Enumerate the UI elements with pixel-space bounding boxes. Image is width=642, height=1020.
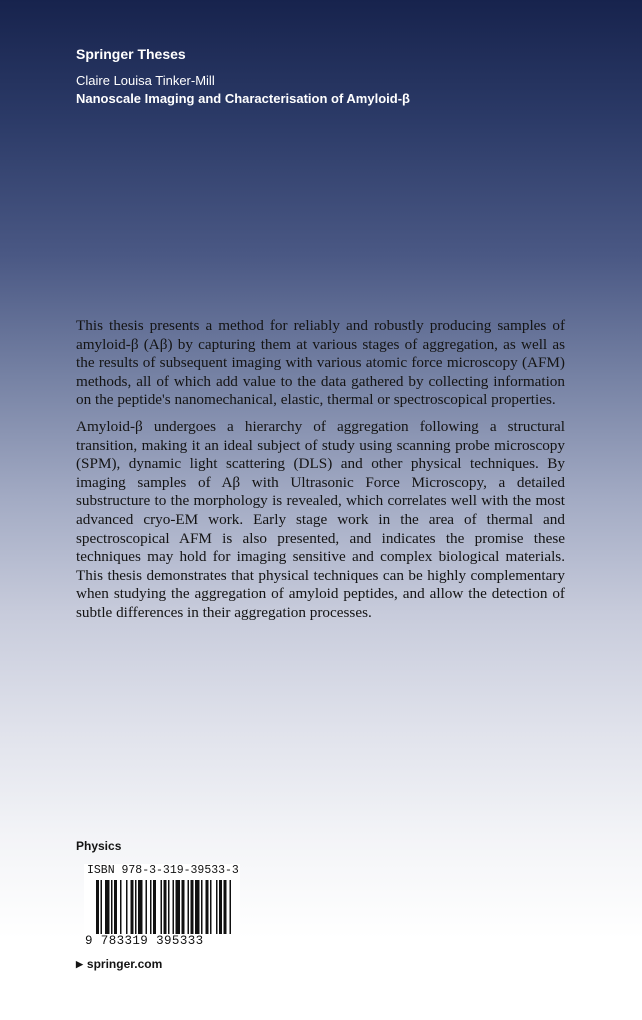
isbn-number: ISBN 978-3-319-39533-3	[87, 864, 239, 877]
back-cover-blurb	[76, 317, 565, 631]
barcode-digits: 9 783319 395333	[85, 934, 204, 948]
arrow-right-icon: ▶	[76, 958, 83, 969]
subject-label: Physics	[76, 839, 122, 853]
publisher-website: springer.com	[86, 957, 163, 971]
book-title: Nanoscale Imaging and Characterisation of Amyloid-β	[76, 91, 410, 106]
isbn-barcode	[84, 864, 240, 952]
publisher-link[interactable]	[76, 957, 162, 971]
blurb-paragraph: This thesis presents a method for reliably and robustly producing samples of amyloid-β (Aβ) by capturing them at various stages of aggregation, as well as the results of subsequent imaging with various atomic force microscopy (AFM) methods, all of which add value to the data gathered by collecting information on the peptide's nanomechanical, elastic, thermal or spectroscopical properties.	[76, 317, 565, 409]
blurb-paragraph: Amyloid-β undergoes a hierarchy of aggregation following a structural transition, making it an ideal subject of study using scanning probe microscopy (SPM), dynamic light scattering (DLS) and other physical techniques. By imaging samples of Aβ with Ultrasonic Force Microscopy, a detailed substructure to the morphology is revealed, which correlates well with the most advanced cryo-EM work. Early stage work in the area of thermal and spectroscopical AFM is also presented, and indicates the promise these techniques may hold for imaging sensitive and complex biological materials. This thesis demonstrates that physical techniques can be highly complementary when studying the aggregation of amyloid peptides, and allow the detection of subtle differences in their aggregation processes.	[76, 417, 565, 621]
author-name: Claire Louisa Tinker-Mill	[76, 73, 215, 88]
barcode-bars-image	[84, 880, 240, 938]
series-name: Springer Theses	[76, 46, 186, 62]
